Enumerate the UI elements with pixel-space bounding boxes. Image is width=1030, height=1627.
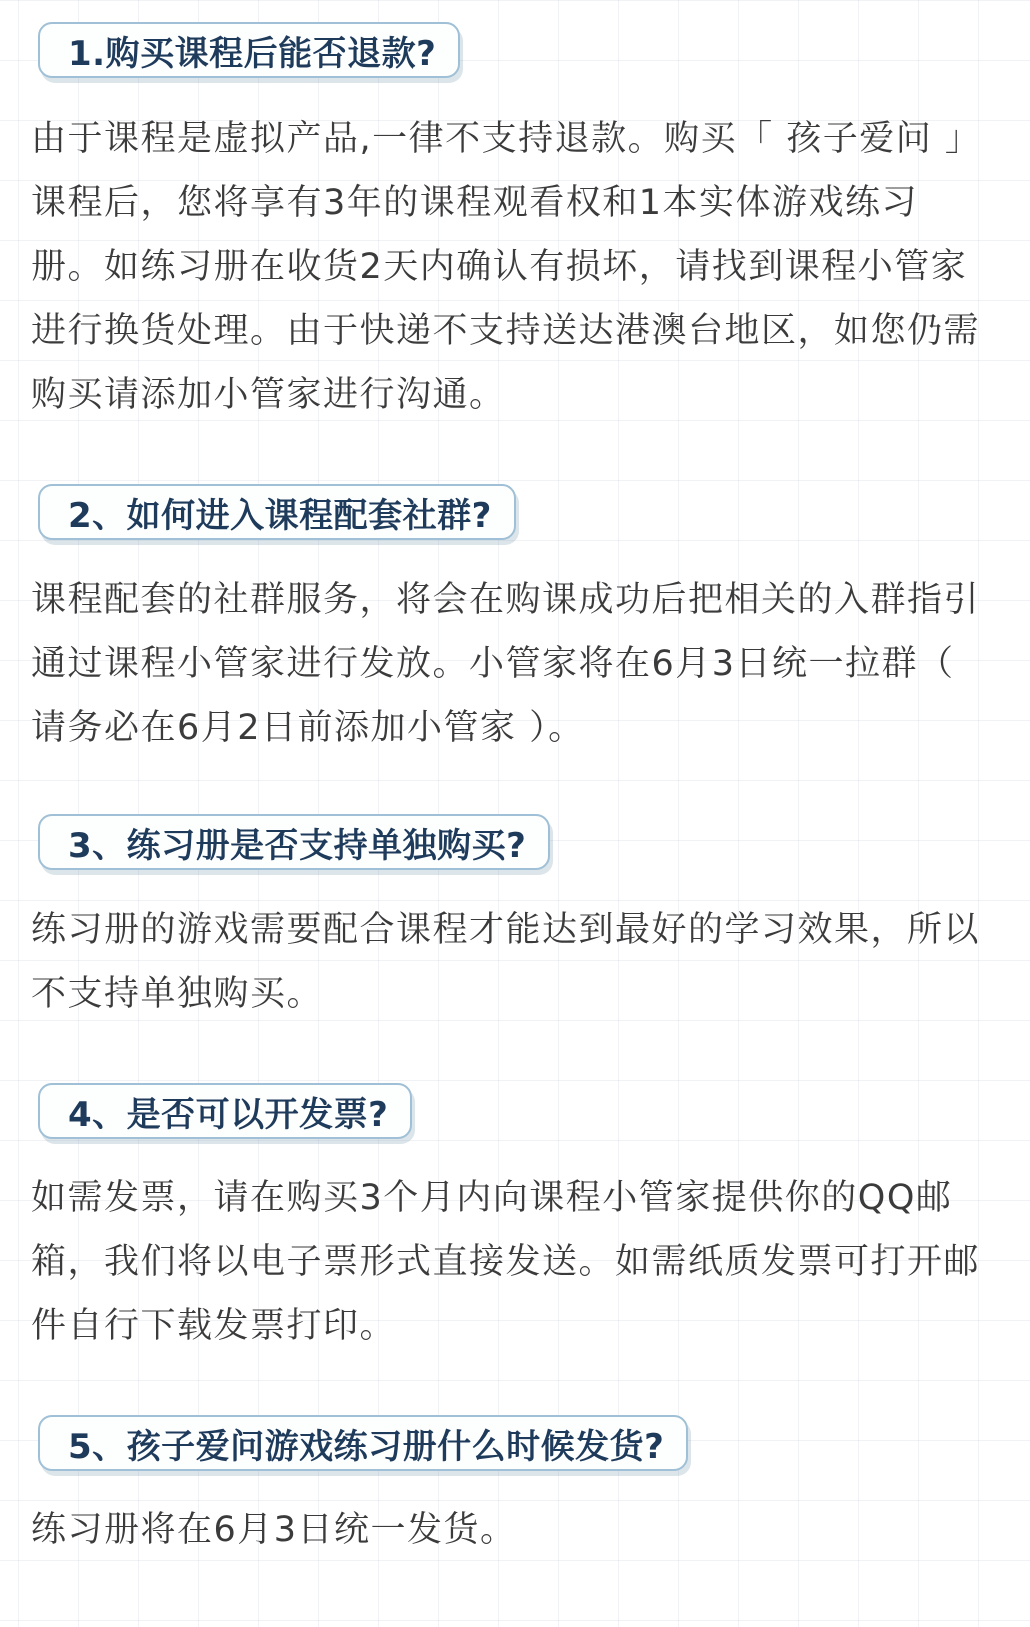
question-text: 5、孩子爱问游戏练习册什么时候发货? — [68, 1426, 665, 1467]
answer-text: 由于课程是虚拟产品,一律不支持退款。购买「 孩子爱问 」课程后，您将享有3年的课程观看权和1本实体游戏练习册。如练习册在收货2天内确认有损坏，请找到课程小管家进行换货处理。由于快递不支持送达港澳台地区，如您仍需购买请添加小管家进行沟通。 — [31, 119, 982, 415]
question-text: 2、如何进入课程配套社群? — [68, 495, 492, 536]
question-text: 4、是否可以开发票? — [68, 1094, 389, 1135]
answer-text: 练习册将在6月3日统一发货。 — [31, 1510, 517, 1550]
answer-text: 如需发票，请在购买3个月内向课程小管家提供你的QQ邮箱，我们将以电子票形式直接发送。如需纸质发票可打开邮件自行下载发票打印。 — [31, 1178, 981, 1346]
question-tag — [38, 1415, 688, 1471]
question-text: 3、练习册是否支持单独购买? — [68, 825, 527, 866]
question-tag — [38, 22, 460, 78]
question-tag — [38, 1083, 412, 1139]
question-tag — [38, 484, 516, 540]
question-tag — [38, 814, 550, 870]
answer-text: 课程配套的社群服务，将会在购课成功后把相关的入群指引通过课程小管家进行发放。小管家将在6月3日统一拉群（ 请务必在6月2日前添加小管家 ）。 — [31, 580, 981, 748]
answer-text: 练习册的游戏需要配合课程才能达到最好的学习效果，所以不支持单独购买。 — [31, 910, 981, 1014]
question-text: 1.购买课程后能否退款? — [68, 33, 437, 74]
